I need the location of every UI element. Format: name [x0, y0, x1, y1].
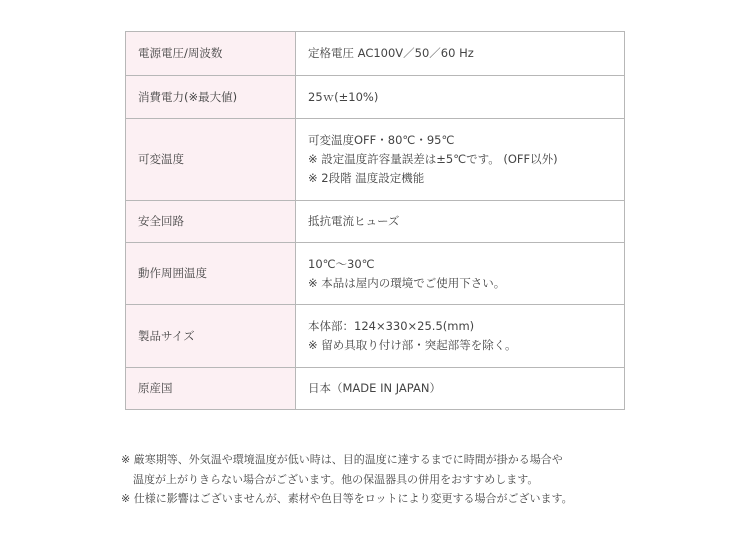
spec-row-variable-temperature	[126, 119, 625, 201]
spec-value	[296, 76, 625, 119]
spec-label: 製品サイズ	[126, 305, 296, 368]
spec-row-product-size	[126, 305, 625, 368]
spec-value	[296, 243, 625, 305]
spec-row-safety-circuit	[126, 201, 625, 243]
spec-value-line: 日本（MADE IN JAPAN）	[308, 381, 441, 395]
spec-value-line: 定格電圧 AC100V／50／60 Hz	[308, 46, 474, 60]
spec-label: 原産国	[126, 368, 296, 410]
spec-value	[296, 305, 625, 368]
spec-value-line: 25ｗ(±10%)	[308, 89, 379, 104]
notes	[121, 450, 641, 509]
spec-value-line: ※ 2段階 温度設定機能	[308, 171, 425, 185]
spec-value	[296, 119, 625, 201]
spec-row-power-consumption	[126, 76, 625, 119]
spec-value	[296, 201, 625, 243]
spec-value	[296, 32, 625, 76]
spec-label: 可変温度	[126, 119, 296, 201]
spec-value	[296, 368, 625, 410]
spec-label: 動作周囲温度	[126, 243, 296, 305]
note-line: 温度が上がりきらない場合がございます。他の保温器具の併用をおすすめします。	[133, 472, 539, 486]
spec-row-country-of-origin	[126, 368, 625, 410]
spec-row-power-supply	[126, 32, 625, 76]
spec-value-line: 10℃〜30℃	[308, 256, 375, 271]
spec-value-line: 可変温度OFF・80℃・95℃	[308, 133, 455, 147]
note-line: ※ 厳寒期等、外気温や環境温度が低い時は、目的温度に達するまでに時間が掛かる場合や	[121, 453, 563, 466]
note-line: ※ 仕様に影響はございませんが、素材や色目等をロットにより変更する場合がございます。	[121, 492, 573, 505]
spec-row-operating-temperature	[126, 243, 625, 305]
spec-table	[125, 31, 625, 410]
spec-label: 電源電圧/周波数	[126, 32, 296, 76]
spec-value-line: 抵抗電流ヒューズ	[308, 214, 400, 228]
spec-value-line: ※ 本品は屋内の環境でご使用下さい。	[308, 275, 506, 290]
spec-value-line: ※ 留め具取り付け部・突起部等を除く。	[308, 338, 517, 352]
spec-label: 消費電力(※最大値)	[126, 76, 296, 119]
spec-value-line: 本体部：124×330×25.5(mm)	[308, 319, 475, 333]
spec-value-line: ※ 設定温度許容量誤差は±5℃です。 (OFF以外)	[308, 152, 558, 166]
spec-label: 安全回路	[126, 201, 296, 243]
